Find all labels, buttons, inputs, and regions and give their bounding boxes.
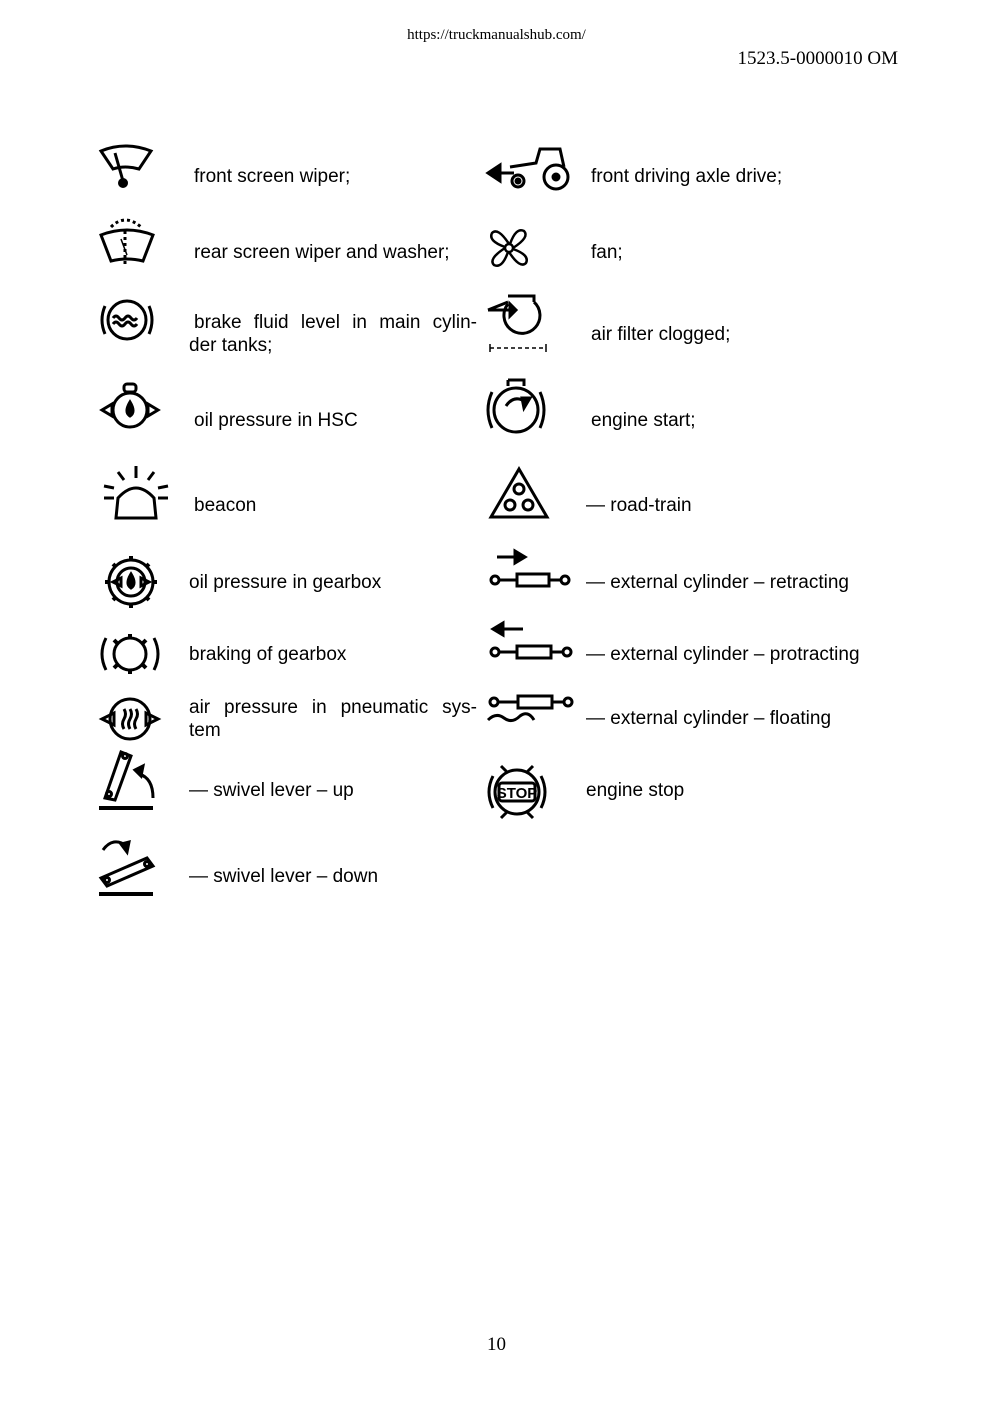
road-train-icon [489, 465, 549, 525]
engine-start-icon [486, 378, 546, 438]
label-front-axle-drive: front driving axle drive; [591, 166, 783, 187]
label-air-pressure-line2: tem [189, 720, 221, 741]
label-beacon: beacon [194, 495, 257, 516]
label-fan: fan; [591, 242, 623, 263]
label-swivel-lever-up: — swivel lever – up [189, 780, 354, 801]
page-number: 10 [487, 1334, 506, 1355]
label-air-filter: air filter clogged; [591, 324, 731, 345]
oil-pressure-hsc-icon [100, 380, 160, 440]
source-url: https://truckmanualshub.com/ [407, 27, 586, 43]
engine-stop-icon [487, 764, 547, 824]
label-cylinder-floating: — external cylinder – floating [586, 708, 832, 729]
label-brake-fluid-line1: brake fluid level in main cylin- [194, 312, 477, 333]
label-engine-stop: engine stop [586, 780, 685, 801]
gearbox-braking-icon [100, 626, 160, 686]
label-brake-fluid-line2: der tanks; [189, 335, 273, 356]
label-air-pressure-line1: air pressure in pneumatic sys- [189, 697, 477, 718]
swivel-lever-down-icon [97, 836, 157, 896]
brake-fluid-icon [97, 292, 157, 352]
label-gearbox-braking: braking of gearbox [189, 644, 347, 665]
front-wiper-icon [97, 143, 157, 203]
cylinder-protracting-icon [489, 620, 573, 664]
label-brake-fluid [189, 311, 477, 357]
label-air-pressure [189, 696, 477, 742]
fan-icon [484, 223, 534, 273]
document-code: 1523.5-0000010 OM [737, 48, 898, 69]
gearbox-oil-pressure-icon [101, 550, 161, 610]
label-gearbox-oil-pressure: oil pressure in gearbox [189, 572, 382, 593]
label-cylinder-retracting: — external cylinder – retracting [586, 572, 849, 593]
label-cylinder-protracting: — external cylinder – protracting [586, 644, 860, 665]
air-filter-icon [486, 292, 546, 352]
swivel-lever-up-icon [97, 748, 157, 808]
label-road-train: — road-train [586, 495, 692, 516]
cylinder-retracting-icon [489, 548, 573, 592]
rear-wiper-washer-icon [97, 213, 157, 273]
label-oil-pressure-hsc: oil pressure in HSC [194, 410, 358, 431]
front-axle-drive-icon [486, 141, 572, 201]
label-rear-wiper-washer: rear screen wiper and washer; [194, 242, 450, 263]
label-swivel-lever-down: — swivel lever – down [189, 866, 379, 887]
cylinder-floating-icon [486, 692, 574, 728]
beacon-icon [100, 464, 160, 524]
air-pressure-icon [100, 691, 160, 751]
stop-text: STOP [496, 785, 538, 802]
label-front-wiper: front screen wiper; [194, 166, 351, 187]
label-engine-start: engine start; [591, 410, 696, 431]
